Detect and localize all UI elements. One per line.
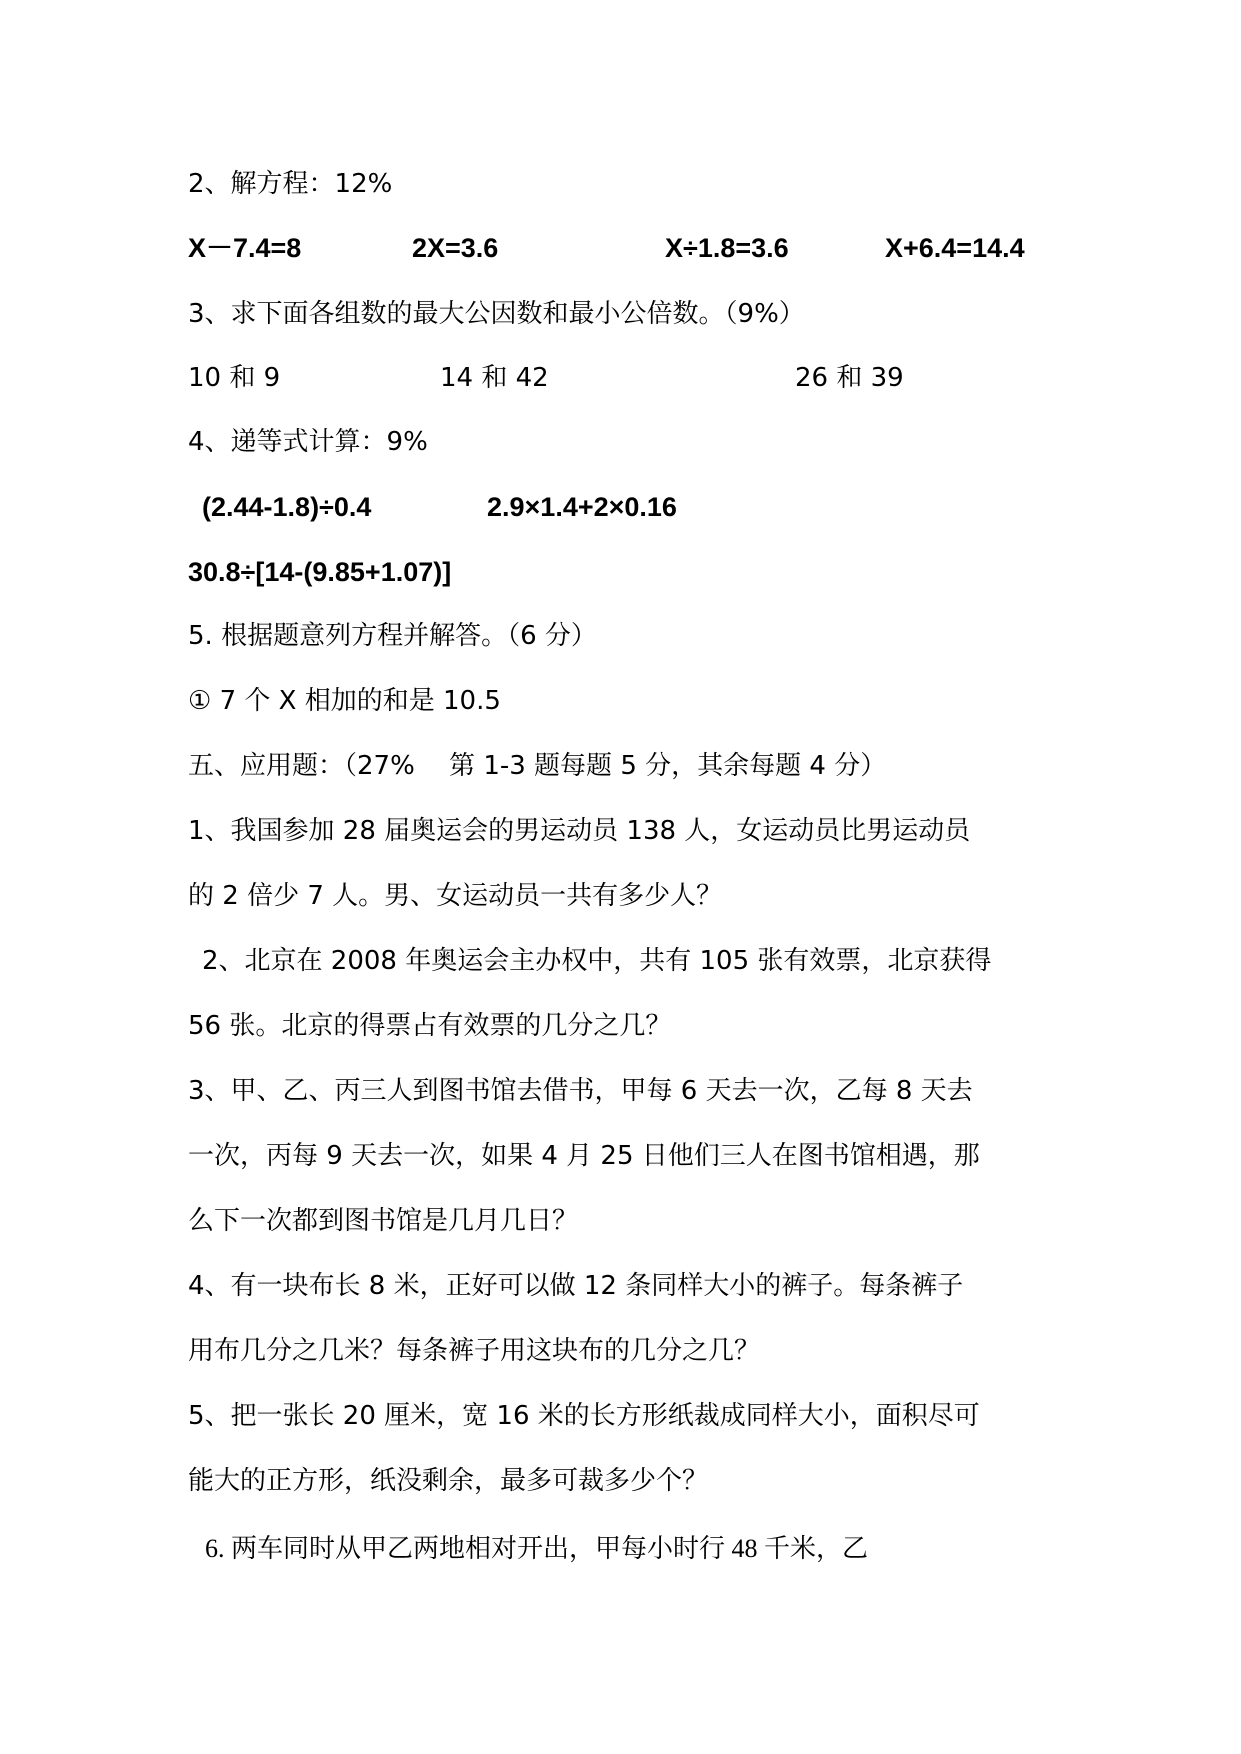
equation-1: X－7.4=8 bbox=[188, 233, 302, 263]
equation-2: 2X=3.6 bbox=[412, 233, 499, 263]
sec5-title: 5. 根据题意列方程并解答。（6 分） bbox=[188, 621, 597, 651]
question-2-line-2: 56 张。北京的得票占有效票的几分之几？ bbox=[188, 1011, 672, 1041]
question-5-line-2: 能大的正方形，纸没剩余，最多可裁多少个？ bbox=[188, 1466, 709, 1496]
sec5-item-1: ① 7 个 X 相加的和是 10.5 bbox=[188, 686, 501, 716]
question-1-line-1: 1、我国参加 28 届奥运会的男运动员 138 人，女运动员比男运动员 bbox=[188, 816, 971, 846]
equation-4: X+6.4=14.4 bbox=[885, 233, 1025, 263]
question-1-line-2: 的 2 倍少 7 人。男、女运动员一共有多少人？ bbox=[188, 881, 723, 911]
question-4-line-2: 用布几分之几米？每条裤子用这块布的几分之几？ bbox=[188, 1336, 761, 1366]
gcd-pair-2: 14 和 42 bbox=[440, 363, 549, 393]
question-4-line-1: 4、有一块布长 8 米，正好可以做 12 条同样大小的裤子。每条裤子 bbox=[188, 1271, 964, 1301]
sec2-title: 2、解方程：12% bbox=[188, 169, 393, 199]
gcd-pair-1: 10 和 9 bbox=[188, 363, 281, 393]
question-2-line-1: 2、北京在 2008 年奥运会主办权中，共有 105 张有效票，北京获得 bbox=[202, 946, 992, 976]
application-section-title: 五、应用题：（27% 第 1-3 题每题 5 分，其余每题 4 分） bbox=[188, 751, 887, 781]
calc-2: 2.9×1.4+2×0.16 bbox=[487, 492, 677, 522]
question-6-line-1: 6. 两车同时从甲乙两地相对开出，甲每小时行 48 千米，乙 bbox=[205, 1534, 869, 1563]
sec4-title: 4、递等式计算：9% bbox=[188, 427, 428, 457]
sec3-title: 3、求下面各组数的最大公因数和最小公倍数。（9%） bbox=[188, 299, 805, 329]
gcd-pair-3: 26 和 39 bbox=[795, 363, 904, 393]
question-3-line-2: 一次，丙每 9 天去一次，如果 4 月 25 日他们三人在图书馆相遇，那 bbox=[188, 1141, 980, 1171]
equation-3: X÷1.8=3.6 bbox=[665, 233, 789, 263]
question-3-line-3: 么下一次都到图书馆是几月几日？ bbox=[188, 1206, 579, 1236]
calc-1: (2.44-1.8)÷0.4 bbox=[202, 492, 372, 522]
calc-3: 30.8÷[14-(9.85+1.07)] bbox=[188, 557, 452, 587]
question-3-line-1: 3、甲、乙、丙三人到图书馆去借书，甲每 6 天去一次，乙每 8 天去 bbox=[188, 1076, 973, 1106]
question-5-line-1: 5、把一张长 20 厘米，宽 16 米的长方形纸裁成同样大小，面积尽可 bbox=[188, 1401, 980, 1431]
